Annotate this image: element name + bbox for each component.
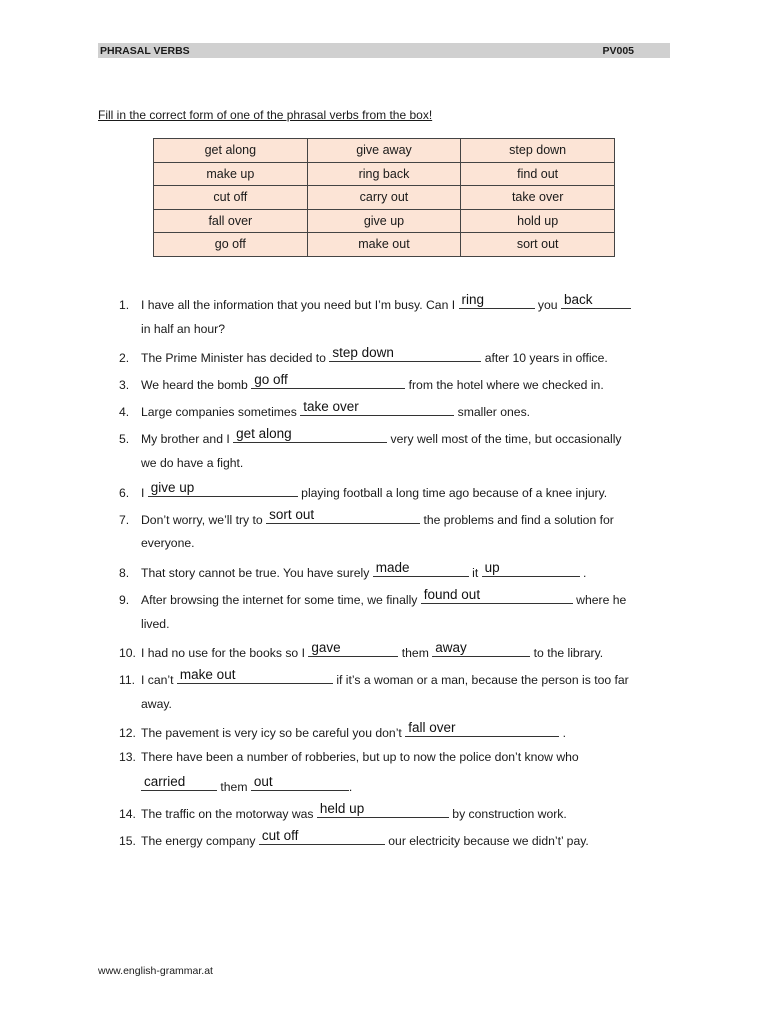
question-7: 7. Don’t worry, we’ll try to sort out the problems and find a solution for xyxy=(119,507,614,527)
box-cell: take over xyxy=(461,186,615,210)
question-15: 15. The energy company cut off our electricity because we didn’t’ pay. xyxy=(119,828,589,848)
box-row xyxy=(154,139,615,163)
answer-blank[interactable] xyxy=(251,372,405,389)
answer-blank[interactable] xyxy=(233,426,387,443)
answer-text: carried xyxy=(144,774,186,789)
answer-text: cut off xyxy=(261,828,299,843)
box-cell: hold up xyxy=(461,209,615,233)
box-row xyxy=(154,209,615,233)
box-cell: find out xyxy=(461,162,615,186)
answer-blank[interactable] xyxy=(482,560,580,577)
question-3: 3. We heard the bomb go off from the hotel where we checked in. xyxy=(119,372,604,392)
answer-blank[interactable] xyxy=(259,828,385,845)
box-cell: give up xyxy=(307,209,461,233)
instruction: Fill in the correct form of one of the phrasal verbs from the box! xyxy=(98,108,433,122)
question-1-continued: in half an hour? xyxy=(141,322,226,336)
box-row xyxy=(154,162,615,186)
question-12: 12. The pavement is very icy so be careful you don’t fall over . xyxy=(119,720,566,740)
answer-blank[interactable] xyxy=(561,292,631,309)
answer-text: held up xyxy=(319,801,365,816)
question-11-continued: away. xyxy=(141,697,172,711)
answer-blank[interactable] xyxy=(148,480,298,497)
header-code: PV005 xyxy=(602,44,634,57)
phrasal-verb-box xyxy=(153,138,615,257)
box-row xyxy=(154,186,615,210)
answer-text: get along xyxy=(236,426,292,441)
box-cell: sort out xyxy=(461,233,615,257)
question-2: 2. The Prime Minister has decided to step down after 10 years in office. xyxy=(119,345,608,365)
answer-text: away xyxy=(435,640,467,655)
question-8: 8. That story cannot be true. You have surely made it up . xyxy=(119,560,587,580)
answer-text: go off xyxy=(254,372,288,387)
answer-text: found out xyxy=(423,587,481,602)
footer-url: www.english-grammar.at xyxy=(98,965,213,977)
answer-text: out xyxy=(253,774,273,789)
box-cell: go off xyxy=(154,233,308,257)
question-9: 9. After browsing the internet for some time, we finally found out where he xyxy=(119,587,627,607)
answer-blank[interactable] xyxy=(266,507,420,524)
question-9-continued: lived. xyxy=(141,617,170,631)
answer-blank[interactable] xyxy=(177,667,333,684)
question-10: 10. I had no use for the books so I gave them away to the library. xyxy=(119,640,604,660)
answer-text: take over xyxy=(303,399,359,414)
answer-text: made xyxy=(375,560,410,575)
answer-blank[interactable] xyxy=(251,774,349,791)
answer-blank[interactable] xyxy=(459,292,535,309)
answer-blank[interactable] xyxy=(308,640,398,657)
question-5: 5. My brother and I get along very well most of the time, but occasionally xyxy=(119,426,622,446)
answer-blank[interactable] xyxy=(329,345,481,362)
box-cell: give away xyxy=(307,139,461,163)
answer-blank[interactable] xyxy=(317,801,449,818)
question-13: 13. There have been a number of robberies, but up to now the police don’t know who xyxy=(119,750,579,764)
box-cell: fall over xyxy=(154,209,308,233)
answer-blank[interactable] xyxy=(300,399,454,416)
answer-text: ring xyxy=(461,292,485,307)
answer-text: back xyxy=(563,292,593,307)
answer-text: make out xyxy=(179,667,236,682)
box-cell: get along xyxy=(154,139,308,163)
answer-text: gave xyxy=(311,640,341,655)
question-13-continued: carried them out . xyxy=(141,777,352,794)
answer-blank[interactable] xyxy=(405,720,559,737)
answer-blank[interactable] xyxy=(373,560,469,577)
answer-text: step down xyxy=(332,345,394,360)
box-cell: step down xyxy=(461,139,615,163)
answer-text: give up xyxy=(150,480,195,495)
box-cell: carry out xyxy=(307,186,461,210)
answer-text: fall over xyxy=(408,720,456,735)
answer-blank[interactable] xyxy=(432,640,530,657)
answer-blank[interactable] xyxy=(141,774,217,791)
box-cell: make out xyxy=(307,233,461,257)
question-11: 11. I can’t make out if it’s a woman or a man, because the person is too far xyxy=(119,667,629,687)
question-14: 14. The traffic on the motorway was held up by construction work. xyxy=(119,801,567,821)
box-cell: make up xyxy=(154,162,308,186)
question-5-continued: we do have a fight. xyxy=(141,456,244,470)
question-6: 6. I give up playing football a long time ago because of a knee injury. xyxy=(119,480,608,500)
answer-text: up xyxy=(484,560,500,575)
question-4: 4. Large companies sometimes take over smaller ones. xyxy=(119,399,531,419)
question-7-continued: everyone. xyxy=(141,536,195,550)
answer-text: sort out xyxy=(269,507,315,522)
answer-blank[interactable] xyxy=(421,587,573,604)
header-title: PHRASAL VERBS xyxy=(100,44,190,57)
box-cell: ring back xyxy=(307,162,461,186)
box-cell: cut off xyxy=(154,186,308,210)
question-1: 1. I have all the information that you need but I’m busy. Can I ring you back xyxy=(119,295,679,312)
header-bar xyxy=(98,43,670,58)
box-row xyxy=(154,233,615,257)
